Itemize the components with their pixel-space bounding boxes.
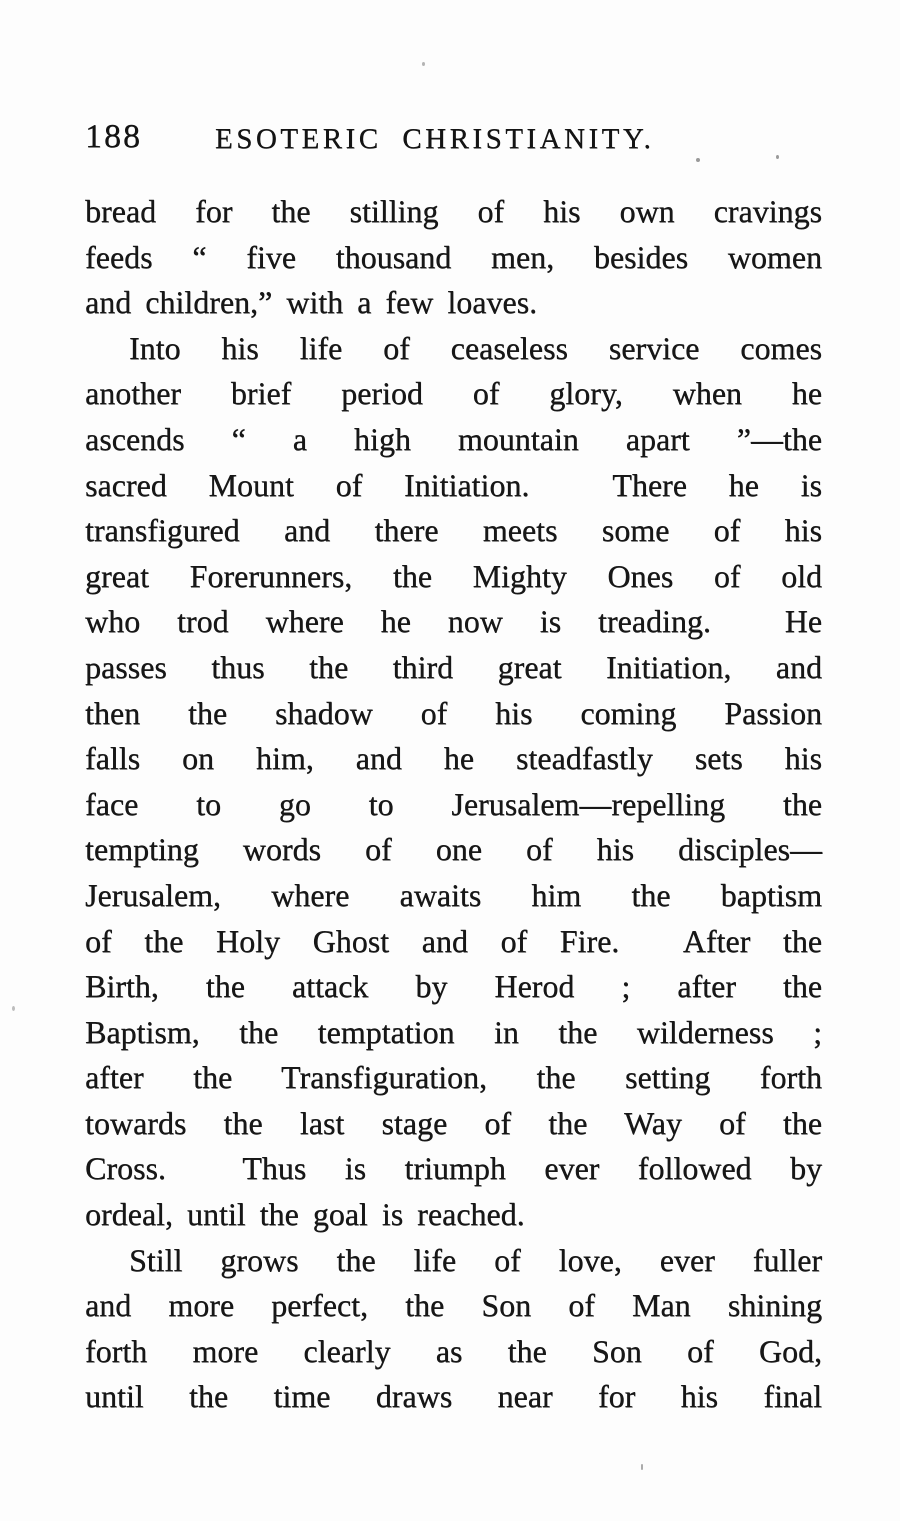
- running-head: [85, 118, 822, 160]
- scan-speck: [696, 158, 700, 162]
- text-line: Still grows the life of love, ever fuller: [129, 1241, 822, 1278]
- page-number: 188: [85, 118, 142, 155]
- chapter-running-title: ESOTERIC CHRISTIANITY.: [215, 123, 655, 155]
- text-line: and more perfect, the Son of Man shining: [85, 1287, 822, 1324]
- text-line: face to go to Jerusalem—repelling the: [85, 785, 822, 822]
- text-line: forth more clearly as the Son of God,: [85, 1332, 822, 1369]
- text-line: bread for the stilling of his own cravings: [85, 193, 822, 229]
- scan-speck: [12, 1006, 15, 1011]
- text-line: Baptism, the temptation in the wilderness ;: [85, 1013, 822, 1050]
- text-line: who trod where he now is treading. He: [85, 603, 822, 640]
- text-line: passes thus the third great Initiation, and: [85, 648, 822, 685]
- scan-speck: [776, 155, 779, 159]
- page-body: [85, 189, 822, 1420]
- scan-speck: [422, 62, 425, 66]
- text-line: and children,” with a few loaves.: [85, 284, 538, 321]
- text-line: then the shadow of his coming Passion: [85, 694, 822, 731]
- text-line: Into his life of ceaseless service comes: [129, 329, 822, 366]
- text-line: feeds “ five thousand men, besides women: [85, 238, 822, 275]
- text-line: Birth, the attack by Herod ; after the: [85, 968, 822, 1005]
- text-line: another brief period of glory, when he: [85, 375, 822, 412]
- text-line: Jerusalem, where awaits him the baptism: [85, 876, 822, 913]
- text-line: ascends “ a high mountain apart ”—the: [85, 420, 822, 457]
- text-line: transfigured and there meets some of his: [85, 512, 822, 549]
- scan-speck: [641, 1464, 643, 1470]
- text-line: falls on him, and he steadfastly sets his: [85, 740, 822, 777]
- text-line: after the Transfiguration, the setting forth: [85, 1059, 822, 1096]
- text-line: great Forerunners, the Mighty Ones of old: [85, 557, 822, 594]
- text-line: Cross. Thus is triumph ever followed by: [85, 1150, 822, 1187]
- text-line: sacred Mount of Initiation. There he is: [85, 466, 822, 503]
- text-line: tempting words of one of his disciples—: [85, 831, 822, 868]
- text-line: until the time draws near for his final: [85, 1378, 822, 1415]
- text-line: of the Holy Ghost and of Fire. After the: [85, 922, 822, 959]
- text-line: towards the last stage of the Way of the: [85, 1104, 822, 1141]
- text-line: ordeal, until the goal is reached.: [85, 1196, 525, 1233]
